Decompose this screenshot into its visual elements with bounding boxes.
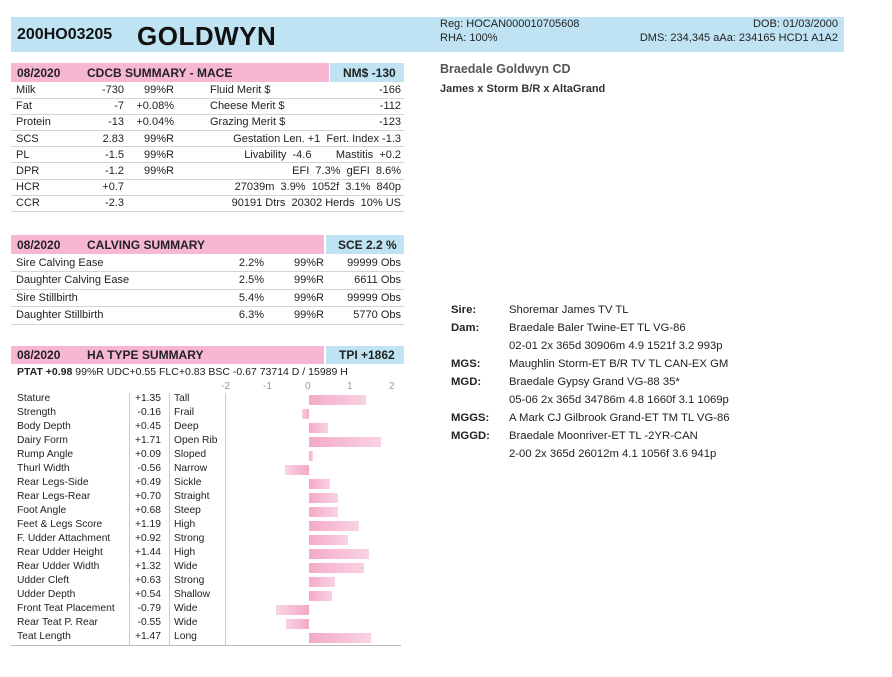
trait-name: Fat [11,98,81,114]
date-of-birth: DOB: 01/03/2000 [752,18,838,30]
trait-extra: 90191 Dtrs 20302 Herds 10% US [176,195,404,211]
table-row [11,131,404,147]
calving-obs: 99999 Obs [326,254,404,272]
type-trait-descriptor: High [174,547,196,558]
type-trait-value: +1.19 [134,519,161,530]
type-trait-row [11,589,401,603]
type-trait-bar [309,521,359,531]
calving-trait: Daughter Stillbirth [11,307,211,325]
trait-reliability: 99%R [126,147,176,163]
trait-reliability: 99%R [126,163,176,179]
calving-rel: 99%R [266,272,326,290]
trait-extra: Gestation Len. +1 Fert. Index -1.3 [176,131,404,147]
pedigree-row [451,430,698,442]
pedigree-value: A Mark CJ Gilbrook Grand-ET TM TL VG-86 [509,412,730,424]
type-trait-descriptor: Wide [174,617,198,628]
calving-table [11,254,404,325]
type-trait-value: +0.70 [134,491,161,502]
pedigree-row [451,358,728,370]
trait-name: SCS [11,131,81,147]
type-trait-value: +1.44 [134,547,161,558]
ptat-label: PTAT +0.98 [17,366,73,378]
trait-name: Protein [11,114,81,130]
calving-obs: 5770 Obs [326,307,404,325]
scale-tick-label: 2 [389,381,395,392]
pedigree-value: Braedale Baler Twine-ET TL VG-86 [509,322,686,334]
pedigree-row [451,376,680,388]
type-trait-bar [309,437,381,447]
type-chart [11,379,403,647]
type-trait-name: Feet & Legs Score [17,519,103,530]
trait-reliability [126,195,176,211]
pedigree-label: MGGD: [451,430,490,442]
rha-percent: RHA: 100% [440,32,498,44]
type-trait-name: Rear Legs-Side [17,477,89,488]
trait-reliability [126,179,176,195]
ptat-rest: 99%R UDC+0.55 FLC+0.83 BSC -0.67 73714 D / 15989 H [72,366,348,378]
merit-label: Fluid Merit $ [176,82,359,98]
type-trait-descriptor: Straight [174,491,210,502]
calving-rel: 99%R [266,307,326,325]
type-trait-value: +0.68 [134,505,161,516]
table-row [11,272,404,290]
cdcb-date: 08/2020 [17,66,61,80]
calving-rel: 99%R [266,254,326,272]
calving-rows [11,254,404,325]
merit-value: -166 [359,82,404,98]
cdcb-table [11,82,404,212]
trait-reliability: +0.04% [126,114,176,130]
trait-reliability: +0.08% [126,98,176,114]
type-trait-name: Rear Udder Height [17,547,103,558]
type-trait-name: F. Udder Attachment [17,533,111,544]
pedigree-label: MGD: [451,376,482,388]
calving-trait: Daughter Calving Ease [11,272,211,290]
nm-dollars: NM$ -130 [343,66,396,80]
type-trait-row [11,505,401,519]
pedigree-row [451,322,686,334]
pedigree-label: Sire: [451,304,477,316]
type-trait-value: +0.63 [134,575,161,586]
type-title: HA TYPE SUMMARY [87,348,204,362]
type-trait-bar [302,409,309,419]
table-row [11,114,404,130]
trait-name: DPR [11,163,81,179]
calving-pct: 2.5% [211,272,266,290]
scale-tick-label: 1 [347,381,353,392]
type-trait-value: +0.54 [134,589,161,600]
pedigree-value: 05-06 2x 365d 34786m 4.8 1660f 3.1 1069p [509,394,729,406]
bull-name: GOLDWYN [137,21,277,51]
type-trait-bar [309,577,335,587]
type-trait-value: +1.32 [134,561,161,572]
short-pedigree: James x Storm B/R x AltaGrand [440,83,606,95]
type-trait-name: Front Teat Placement [17,603,115,614]
calving-obs: 99999 Obs [326,289,404,307]
type-trait-row [11,617,401,631]
type-trait-bar [309,451,313,461]
type-trait-name: Udder Depth [17,589,76,600]
type-trait-descriptor: Wide [174,603,198,614]
scale-tick-label: -1 [263,381,272,392]
type-trait-value: -0.56 [137,463,161,474]
pedigree-label: MGS: [451,358,481,370]
registration-id: 200HO03205 [17,26,113,43]
type-date: 08/2020 [17,348,61,362]
type-trait-row [11,575,401,589]
calving-pct: 6.3% [211,307,266,325]
type-trait-value: +0.45 [134,421,161,432]
trait-reliability: 99%R [126,82,176,98]
calving-pct: 2.2% [211,254,266,272]
trait-value: -730 [81,82,126,98]
merit-value: -112 [359,98,404,114]
type-trait-name: Foot Angle [17,505,67,516]
type-trait-row [11,547,401,561]
type-trait-value: +0.49 [134,477,161,488]
table-row [11,307,404,325]
type-trait-descriptor: Sickle [174,477,202,488]
trait-extra: 27039m 3.9% 1052f 3.1% 840p [176,179,404,195]
type-trait-row [11,463,401,477]
bottom-rule [11,645,401,646]
type-trait-bar [309,549,369,559]
merit-value: -123 [359,114,404,130]
full-name: Braedale Goldwyn CD [440,62,571,76]
table-row [11,147,404,163]
type-trait-name: Rear Teat P. Rear [17,617,98,628]
trait-value: +0.7 [81,179,126,195]
trait-name: Milk [11,82,81,98]
trait-extra: EFI 7.3% gEFI 8.6% [176,163,404,179]
cdcb-title: CDCB SUMMARY - MACE [87,66,233,80]
type-trait-row [11,421,401,435]
pedigree-value: Maughlin Storm-ET B/R TV TL CAN-EX GM [509,358,729,370]
type-trait-descriptor: Deep [174,421,199,432]
merit-label: Grazing Merit $ [176,114,359,130]
calving-trait: Sire Calving Ease [11,254,211,272]
table-row [11,82,404,98]
type-trait-value: +0.92 [134,533,161,544]
calving-pct: 5.4% [211,289,266,307]
type-trait-descriptor: Shallow [174,589,211,600]
table-row [11,195,404,211]
cdcb-rows [11,82,404,212]
table-row [11,179,404,195]
type-trait-value: -0.55 [137,617,161,628]
pedigree-row [451,412,730,424]
calving-date: 08/2020 [17,238,61,252]
type-trait-bar [309,563,364,573]
type-trait-value: +1.71 [134,435,161,446]
type-trait-bar [309,395,366,405]
pedigree-value: 02-01 2x 365d 30906m 4.9 1521f 3.2 993p [509,340,723,352]
type-trait-descriptor: Wide [174,561,198,572]
pedigree-row [451,304,629,316]
type-trait-name: Rump Angle [17,449,74,460]
type-trait-bar [286,619,309,629]
type-trait-name: Udder Cleft [17,575,70,586]
pedigree-value: Braedale Moonriver-ET TL -2YR-CAN [509,430,698,442]
type-trait-name: Teat Length [17,631,71,642]
trait-value: -2.3 [81,195,126,211]
type-trait-value: +0.09 [134,449,161,460]
table-row [11,163,404,179]
registration-number: Reg: HOCAN000010705608 [440,18,580,30]
type-trait-descriptor: Strong [174,575,205,586]
scale-tick-label: 0 [305,381,311,392]
type-trait-row [11,561,401,575]
pedigree-value: Braedale Gypsy Grand VG-88 35* [509,376,680,388]
type-trait-name: Dairy Form [17,435,68,446]
sce-value: SCE 2.2 % [338,238,397,252]
type-trait-name: Thurl Width [17,463,70,474]
calving-title: CALVING SUMMARY [87,238,205,252]
type-trait-bar [309,493,338,503]
scale-tick-label: -2 [221,381,230,392]
pedigree-row [451,340,723,352]
type-trait-name: Body Depth [17,421,71,432]
trait-extra: Livability -4.6 Mastitis +0.2 [176,147,404,163]
calving-obs: 6611 Obs [326,272,404,290]
type-trait-bar [309,535,348,545]
pedigree-row [451,448,716,460]
type-trait-bar [276,605,309,615]
tpi-value: TPI +1862 [339,348,395,362]
type-trait-descriptor: Tall [174,393,190,404]
genetic-codes: DMS: 234,345 aAa: 234165 HCD1 A1A2 [639,32,838,44]
type-trait-row [11,407,401,421]
pedigree-value: 2-00 2x 365d 26012m 4.1 1056f 3.6 941p [509,448,717,460]
trait-name: HCR [11,179,81,195]
trait-name: PL [11,147,81,163]
type-trait-name: Strength [17,407,56,418]
trait-value: -13 [81,114,126,130]
type-trait-row [11,603,401,617]
pedigree-value: Shoremar James TV TL [509,304,629,316]
trait-value: -1.2 [81,163,126,179]
type-trait-bar [309,423,328,433]
pedigree-label: Dam: [451,322,480,334]
type-trait-descriptor: High [174,519,196,530]
merit-label: Cheese Merit $ [176,98,359,114]
type-trait-value: -0.79 [137,603,161,614]
type-trait-row [11,449,401,463]
type-trait-row [11,477,401,491]
table-row [11,98,404,114]
type-trait-descriptor: Long [174,631,197,642]
type-trait-descriptor: Steep [174,505,201,516]
calving-trait: Sire Stillbirth [11,289,211,307]
trait-value: -1.5 [81,147,126,163]
type-trait-row [11,631,401,645]
calving-rel: 99%R [266,289,326,307]
pedigree-row [451,394,729,406]
type-trait-bar [309,591,332,601]
type-trait-row [11,393,401,407]
trait-value: 2.83 [81,131,126,147]
type-trait-row [11,519,401,533]
table-row [11,254,404,272]
type-trait-descriptor: Open Rib [174,435,218,446]
type-trait-descriptor: Strong [174,533,205,544]
type-trait-row [11,533,401,547]
type-trait-descriptor: Narrow [174,463,208,474]
trait-reliability: 99%R [126,131,176,147]
ptat-line [17,366,348,378]
type-trait-value: +1.35 [134,393,161,404]
trait-value: -7 [81,98,126,114]
table-row [11,289,404,307]
type-trait-descriptor: Frail [174,407,195,418]
type-trait-descriptor: Sloped [174,449,207,460]
type-trait-bar [309,507,338,517]
type-trait-bar [309,633,371,643]
type-trait-row [11,491,401,505]
type-trait-bar [309,479,330,489]
type-trait-name: Stature [17,393,51,404]
type-trait-bar [285,465,309,475]
type-trait-name: Rear Legs-Rear [17,491,91,502]
trait-name: CCR [11,195,81,211]
type-trait-value: -0.16 [137,407,161,418]
type-trait-value: +1.47 [134,631,161,642]
type-trait-row [11,435,401,449]
type-trait-name: Rear Udder Width [17,561,100,572]
pedigree-label: MGGS: [451,412,490,424]
